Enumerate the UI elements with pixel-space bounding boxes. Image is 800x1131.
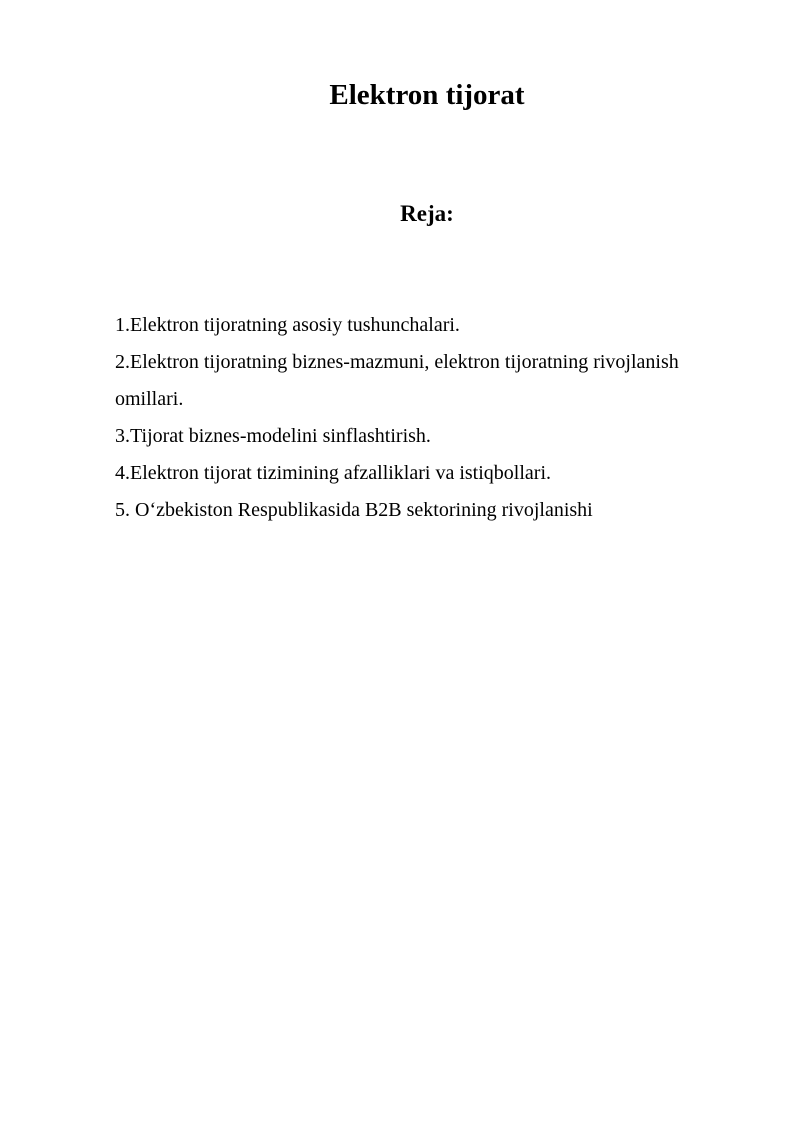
plan-item-5: 5. O‘zbekiston Respublikasida B2B sektorining rivojlanishi (115, 499, 593, 521)
plan-item-2: 2.Elektron tijoratning biznes-mazmuni, elektron tijoratning rivojlanish omillari. (115, 351, 679, 410)
plan-item-4: 4.Elektron tijorat tizimining afzalliklari va istiqbollari. (115, 462, 551, 484)
plan-heading: Reja: (400, 201, 454, 226)
plan-item-1: 1.Elektron tijoratning asosiy tushunchalari. (115, 314, 460, 336)
plan-list (115, 307, 730, 529)
plan-item-3: 3.Tijorat biznes-modelini sinflashtirish. (115, 425, 431, 447)
document-title: Elektron tijorat (329, 79, 525, 111)
